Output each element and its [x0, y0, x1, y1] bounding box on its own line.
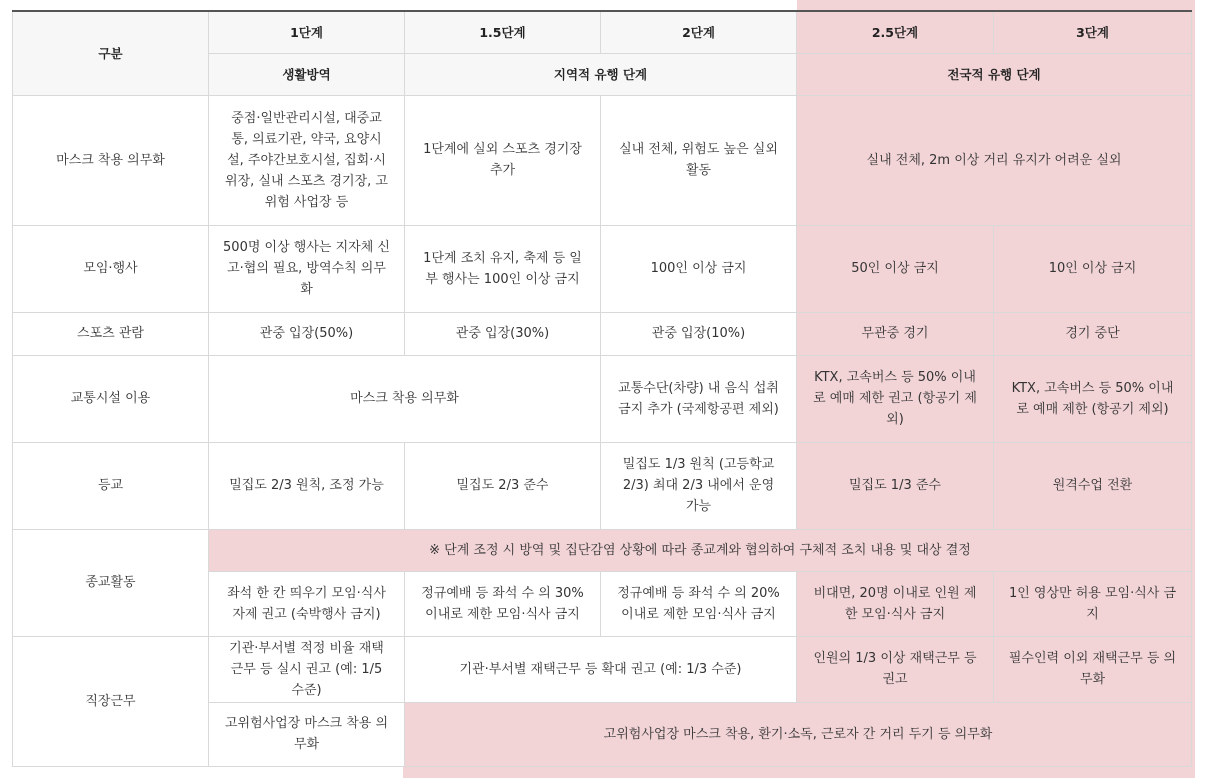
header-corner: 구분 [13, 11, 209, 95]
mask-stage-2-5-3: 실내 전체, 2m 이상 거리 유지가 어려운 실외 [797, 95, 1192, 225]
sports-stage-3: 경기 중단 [994, 312, 1192, 355]
stage-2-5-header: 2.5단계 [797, 11, 994, 53]
transport-stage-2: 교통수단(차량) 내 음식 섭취 금지 추가 (국제항공편 제외) [601, 355, 797, 442]
school-stage-2-5: 밀집도 1/3 준수 [797, 442, 994, 529]
distancing-stage-table [12, 10, 1192, 767]
row-label-transport: 교통시설 이용 [13, 355, 209, 442]
school-stage-2: 밀집도 1/3 원칙 (고등학교 2/3) 최대 2/3 내에서 운영 가능 [601, 442, 797, 529]
table-row [13, 312, 1192, 355]
sports-stage-2-5: 무관중 경기 [797, 312, 994, 355]
religion-stage-1: 좌석 한 칸 띄우기 모임·식사 자제 권고 (숙박행사 금지) [209, 571, 405, 636]
religion-note: ※ 단계 조정 시 방역 및 집단감염 상황에 따라 종교계와 협의하여 구체적 조치 내용 및 대상 결정 [209, 529, 1192, 571]
stage-2-header: 2단계 [601, 11, 797, 53]
table-row [13, 529, 1192, 571]
group-regional-outbreak: 지역적 유행 단계 [405, 53, 797, 95]
gathering-stage-2: 100인 이상 금지 [601, 225, 797, 312]
row-label-mask: 마스크 착용 의무화 [13, 95, 209, 225]
table-row [13, 355, 1192, 442]
transport-stage-2-5: KTX, 고속버스 등 50% 이내로 예매 제한 권고 (항공기 제외) [797, 355, 994, 442]
sports-stage-1: 관중 입장(50%) [209, 312, 405, 355]
table-row [13, 636, 1192, 702]
gathering-stage-1: 500명 이상 행사는 지자체 신고·협의 필요, 방역수칙 의무화 [209, 225, 405, 312]
work-stage-1: 기관·부서별 적정 비율 재택근무 등 실시 권고 (예: 1/5 수준) [209, 636, 405, 702]
stage-1-header: 1단계 [209, 11, 405, 53]
table-row [13, 225, 1192, 312]
work-stage-1-5-2: 기관·부서별 재택근무 등 확대 권고 (예: 1/3 수준) [405, 636, 797, 702]
row-label-school: 등교 [13, 442, 209, 529]
work-stage-2-5: 인원의 1/3 이상 재택근무 등 권고 [797, 636, 994, 702]
row-label-work: 직장근무 [13, 636, 209, 766]
transport-stage-1-1-5: 마스크 착용 의무화 [209, 355, 601, 442]
row-label-sports: 스포츠 관람 [13, 312, 209, 355]
table-row [13, 442, 1192, 529]
religion-stage-2-5: 비대면, 20명 이내로 인원 제한 모임·식사 금지 [797, 571, 994, 636]
work-stage-3: 필수인력 이외 재택근무 등 의무화 [994, 636, 1192, 702]
transport-stage-3: KTX, 고속버스 등 50% 이내로 예매 제한 (항공기 제외) [994, 355, 1192, 442]
row-label-religion: 종교활동 [13, 529, 209, 636]
row-label-gathering: 모임·행사 [13, 225, 209, 312]
mask-stage-1-5: 1단계에 실외 스포츠 경기장 추가 [405, 95, 601, 225]
sports-stage-2: 관중 입장(10%) [601, 312, 797, 355]
work-mask-stage-1-5-3: 고위험사업장 마스크 착용, 환기·소독, 근로자 간 거리 두기 등 의무화 [405, 702, 1192, 766]
group-nationwide-outbreak: 전국적 유행 단계 [797, 53, 1192, 95]
gathering-stage-3: 10인 이상 금지 [994, 225, 1192, 312]
sports-stage-1-5: 관중 입장(30%) [405, 312, 601, 355]
school-stage-1: 밀집도 2/3 원칙, 조정 가능 [209, 442, 405, 529]
group-life-quarantine: 생활방역 [209, 53, 405, 95]
religion-stage-1-5: 정규예배 등 좌석 수 의 30% 이내로 제한 모임·식사 금지 [405, 571, 601, 636]
gathering-stage-2-5: 50인 이상 금지 [797, 225, 994, 312]
religion-stage-2: 정규예배 등 좌석 수 의 20% 이내로 제한 모임·식사 금지 [601, 571, 797, 636]
religion-stage-3: 1인 영상만 허용 모임·식사 금지 [994, 571, 1192, 636]
work-mask-stage-1: 고위험사업장 마스크 착용 의무화 [209, 702, 405, 766]
gathering-stage-1-5: 1단계 조치 유지, 축제 등 일부 행사는 100인 이상 금지 [405, 225, 601, 312]
mask-stage-1: 중점·일반관리시설, 대중교통, 의료기관, 약국, 요양시설, 주야간보호시설, 집회·시위장, 실내 스포츠 경기장, 고위험 사업장 등 [209, 95, 405, 225]
school-stage-1-5: 밀집도 2/3 준수 [405, 442, 601, 529]
stage-3-header: 3단계 [994, 11, 1192, 53]
mask-stage-2: 실내 전체, 위험도 높은 실외 활동 [601, 95, 797, 225]
stage-1-5-header: 1.5단계 [405, 11, 601, 53]
table-row [13, 95, 1192, 225]
school-stage-3: 원격수업 전환 [994, 442, 1192, 529]
